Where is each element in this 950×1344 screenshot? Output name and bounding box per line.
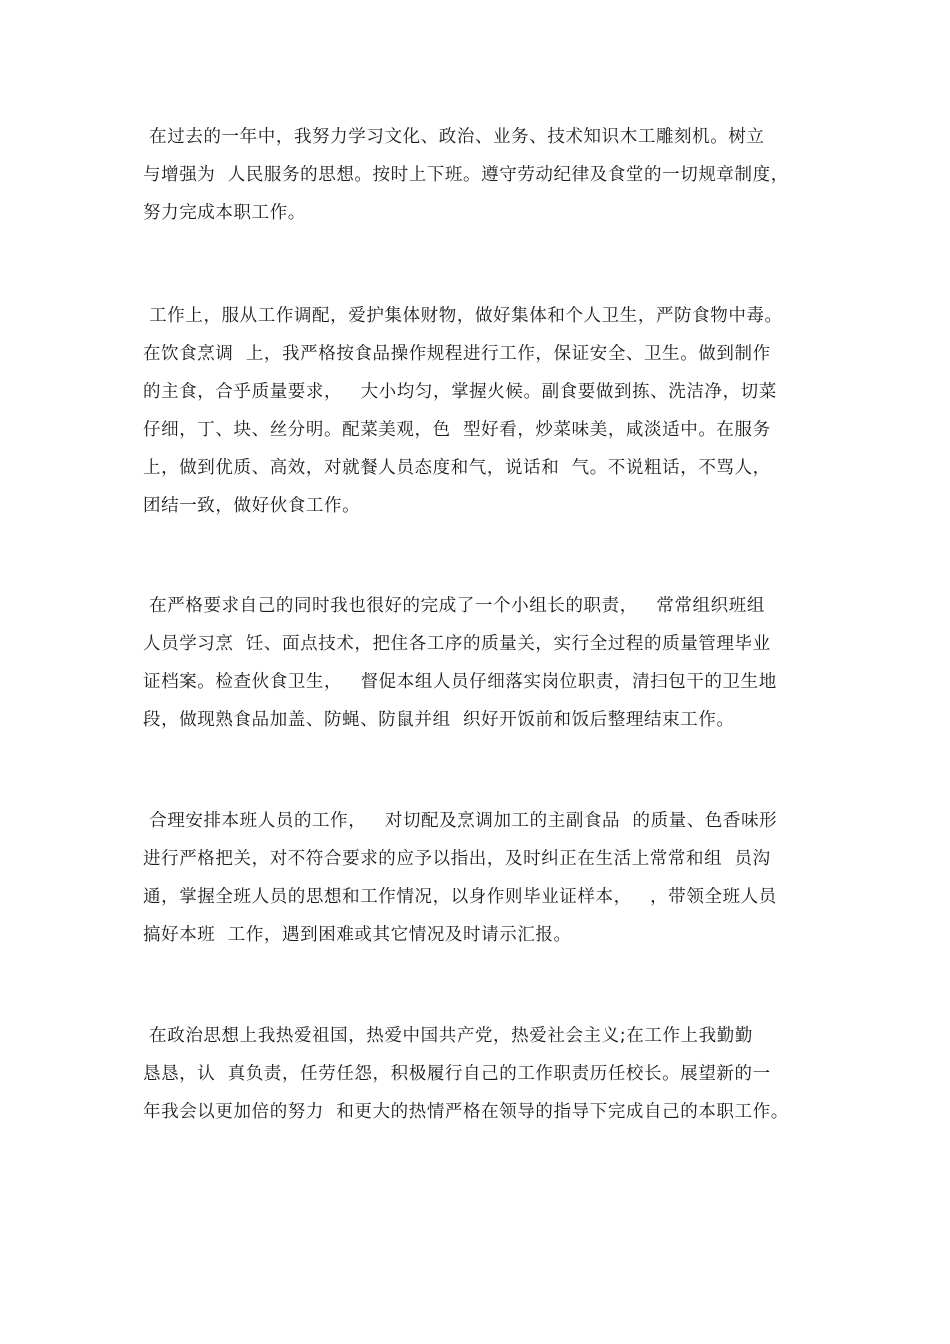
paragraph-line: 仔细，丁、块、丝分明。配菜美观，色 型好看，炒菜味美，咸淡适中。在服务 xyxy=(143,420,771,440)
paragraph-1 xyxy=(143,118,823,232)
paragraph-line: 工作上，服从工作调配，爱护集体财物，做好集体和个人卫生，严防食物中毒。 xyxy=(143,306,783,326)
paragraph-5 xyxy=(143,1017,823,1131)
paragraph-line: 合理安排本班人员的工作， 对切配及烹调加工的主副食品 的质量、色香味形 xyxy=(143,811,778,831)
paragraph-line: 在饮食烹调 上，我严格按食品操作规程进行工作，保证安全、卫生。做到制作 xyxy=(143,344,771,364)
paragraph-line: 进行严格把关，对不符合要求的应予以指出，及时纠正在生活上常常和组 员沟 xyxy=(143,849,771,869)
paragraph-3 xyxy=(143,587,823,739)
paragraph-line: 团结一致，做好伙食工作。 xyxy=(143,496,361,516)
paragraph-2 xyxy=(143,297,823,525)
paragraph-line: 与增强为 人民服务的思想。按时上下班。遵守劳动纪律及食堂的一切规章制度， xyxy=(143,165,789,185)
paragraph-line: 通，掌握全班人员的思想和工作情况，以身作则毕业证样本， ，带领全班人员 xyxy=(143,887,777,907)
paragraph-line: 在严格要求自己的同时我也很好的完成了一个小组长的职责， 常常组织班组 xyxy=(143,596,765,616)
paragraph-line: 段，做现熟食品加盖、防蝇、防鼠并组 织好开饭前和饭后整理结束工作。 xyxy=(143,710,735,730)
paragraph-line: 证档案。检查伙食卫生， 督促本组人员仔细落实岗位职责，清扫包干的卫生地 xyxy=(143,672,777,692)
paragraph-line: 恳恳，认 真负责，任劳任怨，积极履行自己的工作职责历任校长。展望新的一 xyxy=(143,1064,771,1084)
paragraph-line: 搞好本班 工作，遇到困难或其它情况及时请示汇报。 xyxy=(143,925,572,945)
paragraph-line: 上，做到优质、高效，对就餐人员态度和气，说话和 气。不说粗话，不骂人， xyxy=(143,458,771,478)
paragraph-line: 人员学习烹 饪、面点技术，把住各工序的质量关，实行全过程的质量管理毕业 xyxy=(143,634,771,654)
paragraph-line: 在政治思想上我热爱祖国，热爱中国共产党，热爱社会主义;在工作上我勤勤 xyxy=(143,1026,753,1046)
paragraph-line: 在过去的一年中，我努力学习文化、政治、业务、技术知识木工雕刻机。树立 xyxy=(143,127,765,147)
paragraph-line: 的主食，合乎质量要求， 大小均匀，掌握火候。副食要做到拣、洗洁净，切菜 xyxy=(143,382,777,402)
paragraph-4 xyxy=(143,802,823,954)
paragraph-line: 年我会以更加倍的努力 和更大的热情严格在领导的指导下完成自己的本职工作。 xyxy=(143,1102,789,1122)
paragraph-line: 努力完成本职工作。 xyxy=(143,203,306,223)
